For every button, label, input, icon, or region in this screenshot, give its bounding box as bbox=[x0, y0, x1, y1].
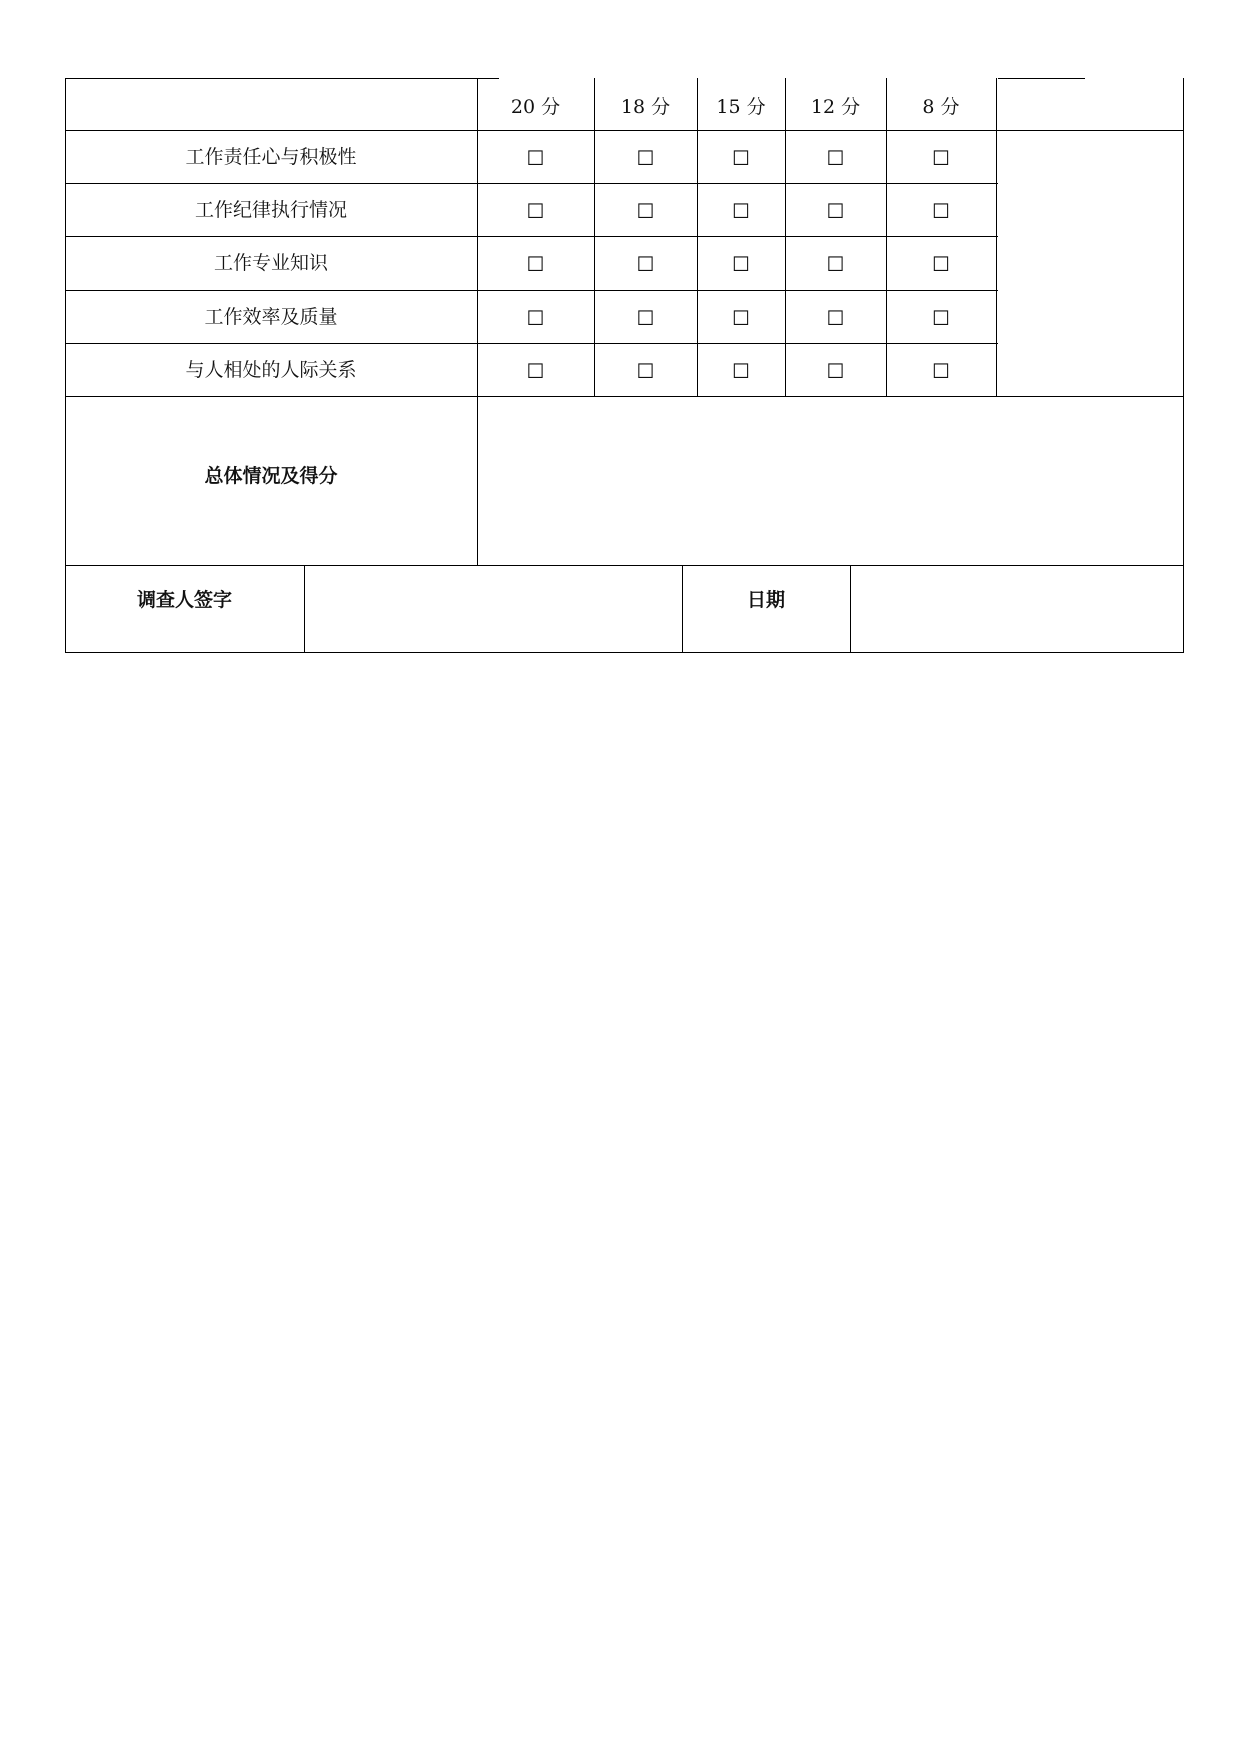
remarks-cell[interactable] bbox=[996, 130, 1183, 396]
signature-field[interactable] bbox=[304, 565, 682, 652]
date-label: 日期 bbox=[746, 589, 785, 611]
header-right-cell bbox=[996, 78, 1183, 130]
score-checkbox[interactable]: ☐ bbox=[826, 146, 845, 170]
score-header-12: 12 分 bbox=[810, 96, 861, 118]
score-checkbox[interactable]: ☐ bbox=[932, 306, 950, 330]
score-checkbox[interactable]: ☐ bbox=[732, 359, 750, 383]
score-checkbox[interactable]: ☐ bbox=[526, 359, 545, 383]
score-checkbox[interactable]: ☐ bbox=[826, 199, 845, 223]
criterion-label: 与人相处的人际关系 bbox=[185, 359, 357, 381]
score-checkbox[interactable]: ☐ bbox=[826, 306, 845, 330]
date-field[interactable] bbox=[850, 565, 1183, 652]
score-header-18: 18 分 bbox=[620, 96, 671, 118]
score-checkbox[interactable]: ☐ bbox=[636, 146, 655, 170]
score-checkbox[interactable]: ☐ bbox=[732, 252, 750, 276]
summary-value-field[interactable] bbox=[477, 396, 1183, 565]
score-checkbox[interactable]: ☐ bbox=[526, 306, 545, 330]
score-checkbox[interactable]: ☐ bbox=[526, 199, 545, 223]
score-checkbox[interactable]: ☐ bbox=[636, 199, 655, 223]
score-checkbox[interactable]: ☐ bbox=[732, 199, 750, 223]
summary-label: 总体情况及得分 bbox=[204, 465, 338, 487]
header-empty-cell bbox=[65, 78, 477, 130]
score-header-15: 15 分 bbox=[716, 96, 766, 118]
criterion-label: 工作效率及质量 bbox=[204, 306, 338, 328]
score-checkbox[interactable]: ☐ bbox=[932, 252, 950, 276]
score-checkbox[interactable]: ☐ bbox=[526, 146, 545, 170]
score-checkbox[interactable]: ☐ bbox=[636, 252, 655, 276]
criterion-label: 工作纪律执行情况 bbox=[194, 199, 347, 221]
score-checkbox[interactable]: ☐ bbox=[526, 252, 545, 276]
score-checkbox[interactable]: ☐ bbox=[932, 359, 950, 383]
table-line bbox=[65, 652, 1184, 653]
score-checkbox[interactable]: ☐ bbox=[636, 306, 655, 330]
score-header-20: 20 分 bbox=[510, 96, 561, 118]
score-checkbox[interactable]: ☐ bbox=[932, 146, 950, 170]
score-checkbox[interactable]: ☐ bbox=[732, 306, 750, 330]
score-checkbox[interactable]: ☐ bbox=[932, 199, 950, 223]
criterion-label: 工作责任心与积极性 bbox=[185, 146, 357, 168]
score-header-8: 8 分 bbox=[922, 96, 960, 118]
criterion-label: 工作专业知识 bbox=[213, 252, 328, 274]
score-checkbox[interactable]: ☐ bbox=[732, 146, 750, 170]
score-checkbox[interactable]: ☐ bbox=[636, 359, 655, 383]
signature-label: 调查人签字 bbox=[136, 589, 232, 611]
score-checkbox[interactable]: ☐ bbox=[826, 359, 845, 383]
table-line bbox=[1183, 78, 1184, 652]
score-checkbox[interactable]: ☐ bbox=[826, 252, 845, 276]
